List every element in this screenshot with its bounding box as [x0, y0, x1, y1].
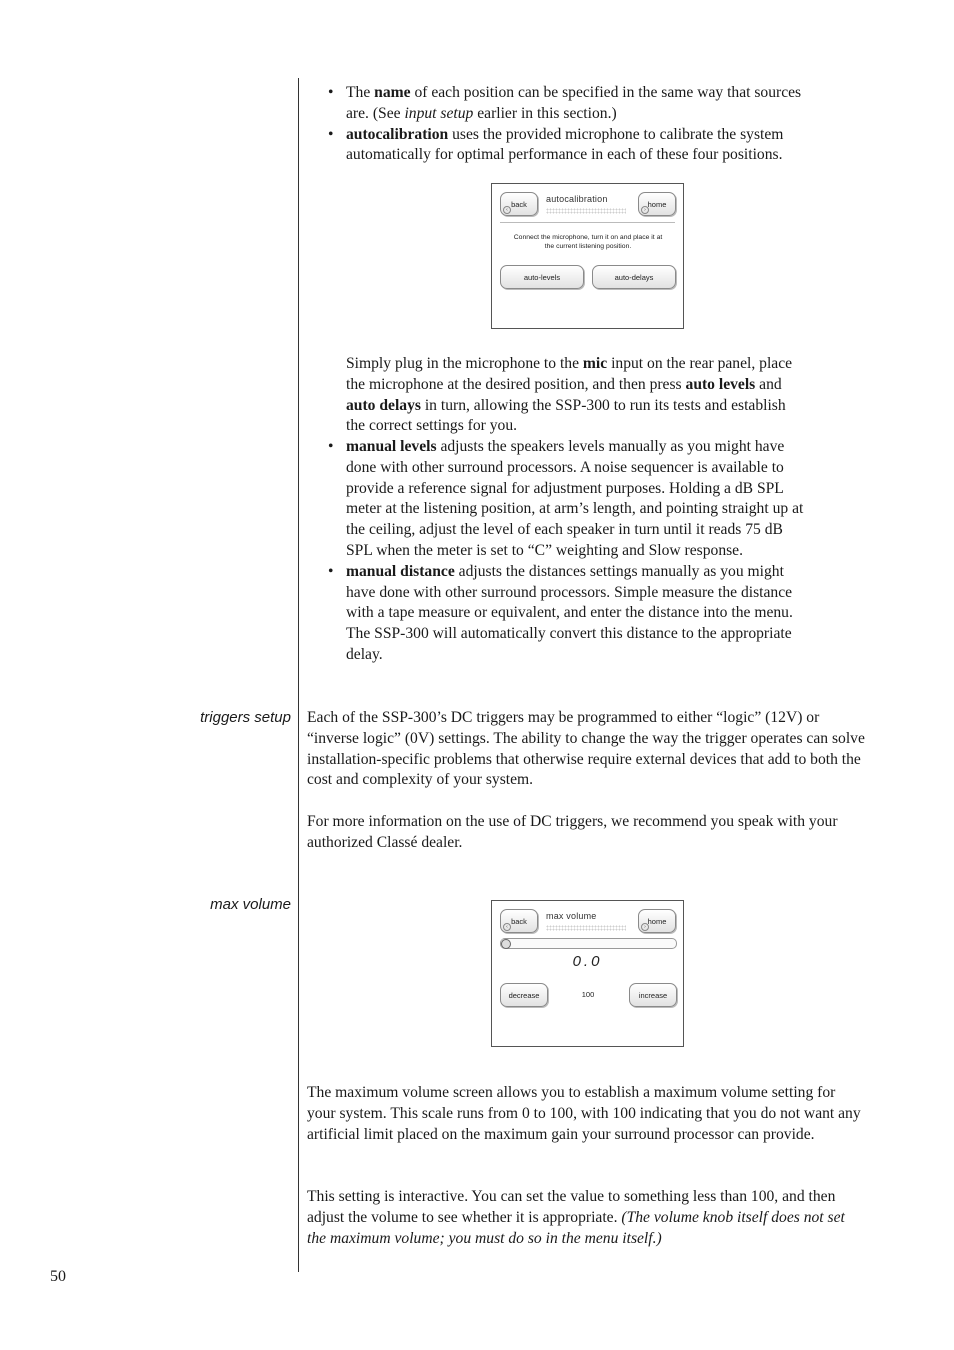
screen-title: autocalibration: [546, 194, 608, 204]
screen-message: Connect the microphone, turn it on and place it at the current listening position.: [513, 234, 663, 250]
home-arrow-icon: ›: [641, 923, 649, 931]
volume-value-display: 0.0: [572, 953, 603, 970]
max-volume-screen: [491, 900, 684, 1047]
max-volume-note: (The volume knob itself does not set the maximum volume; you must do so in the menu itself.): [307, 1208, 845, 1247]
max-volume-paragraph-1: The maximum volume screen allows you to establish a maximum volume setting for your system. This scale runs from 0 to 100, with 100 indicating that you do not want any artificial limit placed on the maximum gain your surround processor can provide.: [307, 1084, 861, 1143]
back-button[interactable]: back ‹: [500, 192, 538, 216]
triggers-paragraph-2: For more information on the use of DC triggers, we recommend you speak with your authorized Classé dealer.: [307, 813, 838, 851]
bullet-dot: •: [328, 438, 334, 455]
bullet-dot: •: [328, 84, 334, 101]
bold-term-auto-delays: auto delays: [346, 396, 421, 414]
bold-term-auto-levels: auto levels: [685, 375, 756, 393]
auto-delays-button[interactable]: auto-delays: [592, 265, 676, 289]
back-arrow-icon: ‹: [503, 923, 511, 931]
autocalibration-screen: [491, 183, 684, 329]
page-number: 50: [50, 1268, 66, 1285]
bold-term-mic: mic: [582, 355, 608, 372]
bullet-name: • The name of each position can be specified in the same way that sources are. (See input setup earlier in this section.): [328, 84, 802, 122]
section-heading-triggers: triggers setup: [200, 709, 291, 726]
bullet-dot: •: [328, 125, 334, 143]
back-arrow-icon: ‹: [503, 206, 511, 214]
screen-divider: [500, 222, 675, 223]
auto-levels-button[interactable]: auto-levels: [500, 265, 584, 289]
triggers-paragraph-1: Each of the SSP-300’s DC triggers may be programmed to either “logic” (12V) or “inverse logic” (0V) settings. The ability to change the way the trigger operates can solve installation-specific problems that otherwise require external devices that add to both the cost and complexity of your system.: [307, 709, 865, 789]
bold-term-manual-distance: manual distance: [346, 562, 455, 580]
bullet-dot: •: [328, 562, 334, 580]
max-level-readout: 100: [581, 990, 595, 999]
section-heading-max-volume: max volume: [210, 896, 291, 913]
link-input-setup: input setup: [404, 104, 474, 122]
bullet-list-bottom: [328, 437, 808, 666]
bullet-manual-distance: • manual distance adjusts the distances settings manually as you might have done with other surround processors. Simple measure the distance with a tape measure or equivalent, and enter the distance into the menu. The SSP-300 will automatically convert this distance to the appropriate delay.: [328, 562, 793, 663]
max-volume-paragraph-2: This setting is interactive. You can set the value to something less than 100, and then adjust the volume to see whether it is appropriate. (The volume knob itself does not set the maximum volume; you must do so in the menu itself.): [307, 1188, 845, 1247]
volume-slider-thumb[interactable]: [501, 939, 511, 949]
title-dot-pattern: [546, 208, 626, 214]
increase-button[interactable]: increase: [629, 983, 677, 1007]
decrease-button[interactable]: decrease: [500, 983, 548, 1007]
bullet-list-top: [328, 83, 808, 166]
home-button[interactable]: home ›: [638, 192, 676, 216]
bullet-manual-levels: • manual levels adjusts the speakers levels manually as you might have done with other surround processors. A noise sequencer is available to provide a reference signal for adjustment purposes. Holding a dB SPL meter at the listening position, at arm’s length, and pointing straight up at the ceiling, adjust the level of each speaker in turn until it reads 75 dB SPL when the meter is set to “C” weighting and Slow response.: [328, 438, 804, 559]
home-arrow-icon: ›: [641, 206, 649, 214]
bullet-autocalibration: • autocalibration uses the provided microphone to calibrate the system automatically for optimal performance in each of these four positions.: [328, 125, 784, 164]
screen-title: max volume: [546, 911, 597, 921]
title-dot-pattern: [546, 925, 626, 931]
bold-term-autocalibration: autocalibration: [346, 125, 449, 143]
bold-term-manual-levels: manual levels: [346, 438, 437, 455]
bold-term-name: name: [374, 84, 411, 101]
volume-slider-track[interactable]: [500, 938, 677, 949]
mic-paragraph: Simply plug in the microphone to the mic input on the rear panel, place the microphone at the desired position, and then press auto levels and auto delays in turn, allowing the SSP-300 to run its tests and establish the correct settings for you.: [346, 355, 793, 435]
margin-rule: [298, 78, 299, 1272]
back-button[interactable]: back ‹: [500, 909, 538, 933]
home-button[interactable]: home ›: [638, 909, 676, 933]
